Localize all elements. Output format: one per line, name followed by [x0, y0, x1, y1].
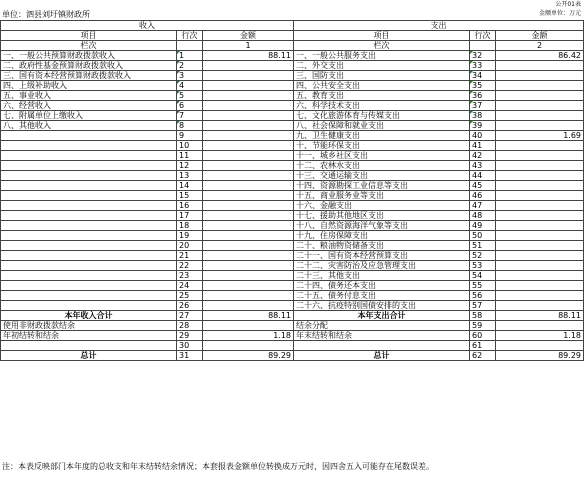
income-item — [1, 171, 177, 181]
table-row — [1, 71, 584, 81]
expense-amount — [496, 291, 584, 301]
income-item: 一、一般公共预算财政拨款收入 — [1, 51, 177, 61]
income-amount — [203, 251, 294, 261]
income-row-number: 18 — [177, 221, 203, 231]
income-row-number: 2 — [177, 61, 203, 71]
income-row-number: 20 — [177, 241, 203, 251]
income-col-empty — [177, 41, 203, 51]
income-row-number: 9 — [177, 131, 203, 141]
expense-amount — [496, 151, 584, 161]
expense-row-number: 39 — [470, 121, 496, 131]
expense-item: 十七、援助其他地区支出 — [294, 211, 470, 221]
income-item — [1, 251, 177, 261]
income-row-number: 29 — [177, 331, 203, 341]
income-amount — [203, 121, 294, 131]
expense-amount — [496, 141, 584, 151]
income-row-number: 28 — [177, 321, 203, 331]
income-item: 七、附属单位上缴收入 — [1, 111, 177, 121]
income-item — [1, 291, 177, 301]
income-section-header: 收入 — [1, 21, 294, 31]
table-row — [1, 271, 584, 281]
expense-row-number: 42 — [470, 151, 496, 161]
expense-amount — [496, 71, 584, 81]
income-row-number: 11 — [177, 151, 203, 161]
expense-item: 八、社会保障和就业支出 — [294, 121, 470, 131]
income-row-number: 7 — [177, 111, 203, 121]
expense-row-number: 61 — [470, 341, 496, 351]
table-row — [1, 211, 584, 221]
table-row — [1, 51, 584, 61]
income-row-number: 26 — [177, 301, 203, 311]
income-row-number: 5 — [177, 91, 203, 101]
expense-item: 十四、资源勘探工业信息等支出 — [294, 181, 470, 191]
expense-item: 年末结转和结余 — [294, 331, 470, 341]
income-row-number: 4 — [177, 81, 203, 91]
income-item: 三、国有资本经营预算财政拨款收入 — [1, 71, 177, 81]
income-amount: 88.11 — [203, 51, 294, 61]
income-amount — [203, 171, 294, 181]
income-row-number: 6 — [177, 101, 203, 111]
income-item — [1, 201, 177, 211]
expense-amount — [496, 241, 584, 251]
expense-row-number: 43 — [470, 161, 496, 171]
expense-row-number: 55 — [470, 281, 496, 291]
column-header-row — [1, 31, 584, 41]
table-row — [1, 281, 584, 291]
income-row-number: 12 — [177, 161, 203, 171]
expense-amount — [496, 191, 584, 201]
table-row — [1, 181, 584, 191]
expense-row-number: 56 — [470, 291, 496, 301]
income-amount — [203, 341, 294, 351]
income-amount — [203, 281, 294, 291]
summary-row — [1, 331, 584, 341]
table-row — [1, 91, 584, 101]
expense-row-number: 41 — [470, 141, 496, 151]
expense-row-number: 33 — [470, 61, 496, 71]
expense-item: 总计 — [294, 351, 470, 361]
expense-item: 结余分配 — [294, 321, 470, 331]
income-amount — [203, 321, 294, 331]
income-item — [1, 271, 177, 281]
expense-amount — [496, 221, 584, 231]
expense-item: 二十五、债务付息支出 — [294, 291, 470, 301]
expense-amount — [496, 81, 584, 91]
expense-item: 五、教育支出 — [294, 91, 470, 101]
expense-row-number: 37 — [470, 101, 496, 111]
expense-item: 本年支出合计 — [294, 311, 470, 321]
section-header-row — [1, 21, 584, 31]
unit-name: 单位：泗县刘圩镇财政所 — [2, 10, 90, 19]
table-row — [1, 61, 584, 71]
footnote: 注：本表反映部门本年度的总收支和年末结转结余情况；本套报表金额单位转换成万元时，因四舍五入可能存在尾数误差。 — [2, 462, 434, 471]
expense-amount — [496, 261, 584, 271]
income-row-number: 25 — [177, 291, 203, 301]
income-row-number: 27 — [177, 311, 203, 321]
expense-amount — [496, 271, 584, 281]
expense-item: 九、卫生健康支出 — [294, 131, 470, 141]
expense-row-number: 62 — [470, 351, 496, 361]
expense-row-number: 45 — [470, 181, 496, 191]
income-amount — [203, 61, 294, 71]
expense-amount — [496, 321, 584, 331]
table-row — [1, 291, 584, 301]
expense-amount — [496, 341, 584, 351]
expense-row-number: 48 — [470, 211, 496, 221]
income-amount: 1.18 — [203, 331, 294, 341]
expense-row-number: 35 — [470, 81, 496, 91]
expense-amount — [496, 171, 584, 181]
income-row-number: 30 — [177, 341, 203, 351]
income-row-number: 17 — [177, 211, 203, 221]
income-amount — [203, 261, 294, 271]
expense-item: 二、外交支出 — [294, 61, 470, 71]
income-row-number: 16 — [177, 201, 203, 211]
expense-amount — [496, 231, 584, 241]
income-amount-header: 金额 — [203, 31, 294, 41]
income-item: 五、事业收入 — [1, 91, 177, 101]
income-amount — [203, 101, 294, 111]
table-row — [1, 171, 584, 181]
expense-item: 十六、金融支出 — [294, 201, 470, 211]
income-item: 年初结转和结余 — [1, 331, 177, 341]
income-row-number: 24 — [177, 281, 203, 291]
income-amount — [203, 191, 294, 201]
expense-amount — [496, 281, 584, 291]
expense-row-number: 40 — [470, 131, 496, 141]
expense-item: 二十四、债务还本支出 — [294, 281, 470, 291]
income-item — [1, 221, 177, 231]
summary-row — [1, 311, 584, 321]
income-amount — [203, 161, 294, 171]
expense-item: 二十一、国有资本经营预算支出 — [294, 251, 470, 261]
table-row — [1, 111, 584, 121]
expense-item: 六、科学技术支出 — [294, 101, 470, 111]
expense-amount — [496, 91, 584, 101]
expense-item-header: 项目 — [294, 31, 470, 41]
income-amount — [203, 91, 294, 101]
expense-amount — [496, 181, 584, 191]
expense-item: 十、节能环保支出 — [294, 141, 470, 151]
expense-row-number: 47 — [470, 201, 496, 211]
expense-item: 三、国防支出 — [294, 71, 470, 81]
expense-amount — [496, 251, 584, 261]
income-amount — [203, 201, 294, 211]
table-row — [1, 201, 584, 211]
income-amount — [203, 221, 294, 231]
table-row — [1, 101, 584, 111]
table-row — [1, 221, 584, 231]
income-row-header: 行次 — [177, 31, 203, 41]
expense-amount — [496, 201, 584, 211]
income-row-number: 21 — [177, 251, 203, 261]
expense-col-number: 2 — [496, 41, 584, 51]
table-row — [1, 261, 584, 271]
income-amount — [203, 291, 294, 301]
summary-row — [1, 321, 584, 331]
expense-amount — [496, 111, 584, 121]
income-col-label: 栏次 — [1, 41, 177, 51]
income-amount — [203, 81, 294, 91]
expense-item: 二十、粮油物资储备支出 — [294, 241, 470, 251]
expense-item: 二十六、抗疫特别国债安排的支出 — [294, 301, 470, 311]
income-row-number: 10 — [177, 141, 203, 151]
income-item: 二、政府性基金预算财政拨款收入 — [1, 61, 177, 71]
income-amount — [203, 111, 294, 121]
income-row-number: 23 — [177, 271, 203, 281]
income-amount — [203, 71, 294, 81]
table-row — [1, 151, 584, 161]
income-item — [1, 211, 177, 221]
expense-amount — [496, 101, 584, 111]
income-item — [1, 261, 177, 271]
income-item: 六、经营收入 — [1, 101, 177, 111]
expense-item: 十二、农林水支出 — [294, 161, 470, 171]
income-item — [1, 301, 177, 311]
income-amount — [203, 301, 294, 311]
table-row — [1, 191, 584, 201]
table-row — [1, 141, 584, 151]
table-row — [1, 81, 584, 91]
income-row-number: 22 — [177, 261, 203, 271]
expense-item — [294, 341, 470, 351]
expense-amount — [496, 121, 584, 131]
expense-row-number: 32 — [470, 51, 496, 61]
income-amount — [203, 271, 294, 281]
table-row — [1, 241, 584, 251]
expense-item: 十一、城乡社区支出 — [294, 151, 470, 161]
expense-row-number: 52 — [470, 251, 496, 261]
expense-amount: 86.42 — [496, 51, 584, 61]
amount-unit-label: 金额单位：万元 — [538, 10, 581, 17]
income-row-number: 31 — [177, 351, 203, 361]
table-row — [1, 301, 584, 311]
expense-amount — [496, 301, 584, 311]
expense-amount: 89.29 — [496, 351, 584, 361]
summary-row — [1, 341, 584, 351]
expense-item: 十五、商业服务业等支出 — [294, 191, 470, 201]
income-amount: 89.29 — [203, 351, 294, 361]
income-item — [1, 151, 177, 161]
expense-row-number: 44 — [470, 171, 496, 181]
column-number-row — [1, 41, 584, 51]
table-row — [1, 251, 584, 261]
income-item — [1, 161, 177, 171]
expense-amount: 1.69 — [496, 131, 584, 141]
expense-row-number: 60 — [470, 331, 496, 341]
expense-amount — [496, 61, 584, 71]
income-amount — [203, 211, 294, 221]
table-row — [1, 231, 584, 241]
income-item — [1, 241, 177, 251]
income-amount — [203, 141, 294, 151]
expense-row-number: 57 — [470, 301, 496, 311]
income-row-number: 8 — [177, 121, 203, 131]
expense-row-number: 46 — [470, 191, 496, 201]
summary-row — [1, 351, 584, 361]
expense-item: 二十三、其他支出 — [294, 271, 470, 281]
income-item — [1, 131, 177, 141]
income-item — [1, 231, 177, 241]
income-item: 总计 — [1, 351, 177, 361]
income-item: 使用非财政拨款结余 — [1, 321, 177, 331]
income-amount: 88.11 — [203, 311, 294, 321]
table-row — [1, 121, 584, 131]
income-item — [1, 191, 177, 201]
expense-amount — [496, 211, 584, 221]
income-expense-table — [0, 20, 584, 361]
expense-item: 七、文化旅游体育与传媒支出 — [294, 111, 470, 121]
income-row-number: 13 — [177, 171, 203, 181]
income-amount — [203, 241, 294, 251]
expense-item: 一、一般公共服务支出 — [294, 51, 470, 61]
income-row-number: 3 — [177, 71, 203, 81]
income-row-number: 15 — [177, 191, 203, 201]
expense-amount: 1.18 — [496, 331, 584, 341]
expense-row-number: 38 — [470, 111, 496, 121]
expense-row-number: 54 — [470, 271, 496, 281]
expense-row-number: 59 — [470, 321, 496, 331]
expense-amount — [496, 161, 584, 171]
income-row-number: 1 — [177, 51, 203, 61]
income-amount — [203, 181, 294, 191]
expense-col-empty — [470, 41, 496, 51]
income-col-number: 1 — [203, 41, 294, 51]
expense-item: 十三、交通运输支出 — [294, 171, 470, 181]
income-item: 八、其他收入 — [1, 121, 177, 131]
expense-amount: 88.11 — [496, 311, 584, 321]
income-item: 本年收入合计 — [1, 311, 177, 321]
table-row — [1, 161, 584, 171]
income-amount — [203, 131, 294, 141]
expense-amount-header: 金额 — [496, 31, 584, 41]
income-row-number: 19 — [177, 231, 203, 241]
expense-row-number: 58 — [470, 311, 496, 321]
income-row-number: 14 — [177, 181, 203, 191]
income-item — [1, 341, 177, 351]
form-number: 公开01表 — [555, 1, 581, 8]
expense-row-number: 49 — [470, 221, 496, 231]
income-item-header: 项目 — [1, 31, 177, 41]
expense-row-number: 53 — [470, 261, 496, 271]
expense-row-number: 34 — [470, 71, 496, 81]
expense-section-header: 支出 — [294, 21, 584, 31]
income-item: 四、上级补助收入 — [1, 81, 177, 91]
income-item — [1, 141, 177, 151]
income-item — [1, 281, 177, 291]
table-row — [1, 131, 584, 141]
income-amount — [203, 231, 294, 241]
expense-row-number: 50 — [470, 231, 496, 241]
expense-col-label: 栏次 — [294, 41, 470, 51]
expense-row-header: 行次 — [470, 31, 496, 41]
expense-item: 十九、住房保障支出 — [294, 231, 470, 241]
income-amount — [203, 151, 294, 161]
expense-item: 四、公共安全支出 — [294, 81, 470, 91]
expense-item: 二十二、灾害防治及应急管理支出 — [294, 261, 470, 271]
expense-item: 十八、自然资源海洋气象等支出 — [294, 221, 470, 231]
income-item — [1, 181, 177, 191]
expense-row-number: 51 — [470, 241, 496, 251]
expense-row-number: 36 — [470, 91, 496, 101]
